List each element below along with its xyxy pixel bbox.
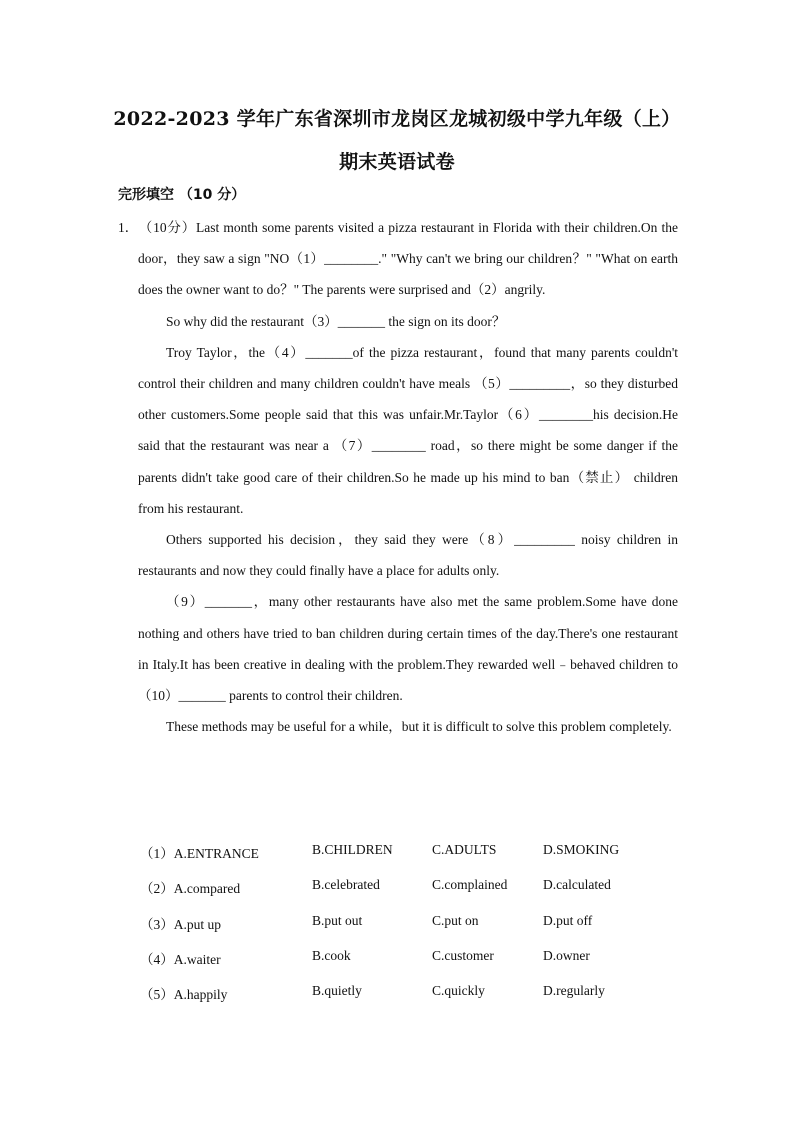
option-a: （5）A.happily [140,987,228,1003]
option-b: B.cook [312,947,351,963]
question-paragraph-4: Others supported his decision，they said they were（8）_________ noisy children in restaurants and now they could finally have a place for adults only. [138,532,678,579]
option-a: （1）A.ENTRANCE [140,846,259,861]
option-c: C.put on [432,912,479,928]
option-a: （3）A.put up [140,916,221,932]
option-b: B.put out [312,912,363,928]
question-number: 1． [118,220,139,235]
option-c: C.quickly [432,983,485,999]
question-paragraph-6: These methods may be useful for a while，but it is difficult to solve this problem completely. [166,719,672,735]
option-b: B.celebrated [312,877,380,893]
option-a: （2）A.compared [140,881,241,897]
options-list [140,836,680,1012]
option-d: D.regularly [543,983,605,999]
question-paragraph-2: So why did the restaurant（3）_______ the sign on its door？ [166,313,506,329]
option-row [140,942,680,977]
option-b: B.quietly [312,983,362,999]
option-row [140,871,680,906]
option-d: D.calculated [543,877,611,893]
exam-title-line1: 2022-2023 学年广东省深圳市龙岗区龙城初级中学九年级（上） [113,108,681,130]
option-row [140,907,680,942]
option-c: C.complained [432,877,508,893]
question-paragraph-1 [118,212,678,306]
section-heading: 完形填空 （10 分） [118,187,246,203]
question-paragraph-3: Troy Taylor，the（4）_______of the pizza restaurant，found that many parents couldn't control their children and many children couldn't have meals （5）_________，so they disturbed other customers.Some people said that this was unfair.Mr.Taylor（6）________his decision.He said that the restaurant was near a （7）________ road，so there might be some danger if the parents didn't take good care of their children.So he made up his mind to ban（禁止） children from his restaurant. [138,344,678,516]
option-row [140,836,680,871]
passage-text: （10分）Last month some parents visited a pizza restaurant in Florida with their children.On the door，they saw a sign "NO（1）________." "Why can't we bring our children？" "What on earth does the owner want to do？" The parents were surprised and（2）angrily. [138,220,678,298]
option-b: B.CHILDREN [312,842,393,857]
option-c: C.ADULTS [432,842,497,857]
option-d: D.owner [543,947,590,963]
option-a: （4）A.waiter [140,951,221,967]
option-d: D.put off [543,912,593,928]
question-body [118,212,678,742]
option-row [140,977,680,1012]
question-paragraph-5: （9）_______，many other restaurants have also met the same problem.Some have done nothing and others have tried to ban children during certain times of the day.There's one restaurant in Italy.It has been creative in dealing with the problem.They rewarded well﹣behaved children to（10）_______ parents to control their children. [138,594,678,704]
option-c: C.customer [432,947,494,963]
exam-title-line2: 期末英语试卷 [339,151,455,173]
option-d: D.SMOKING [543,842,620,857]
